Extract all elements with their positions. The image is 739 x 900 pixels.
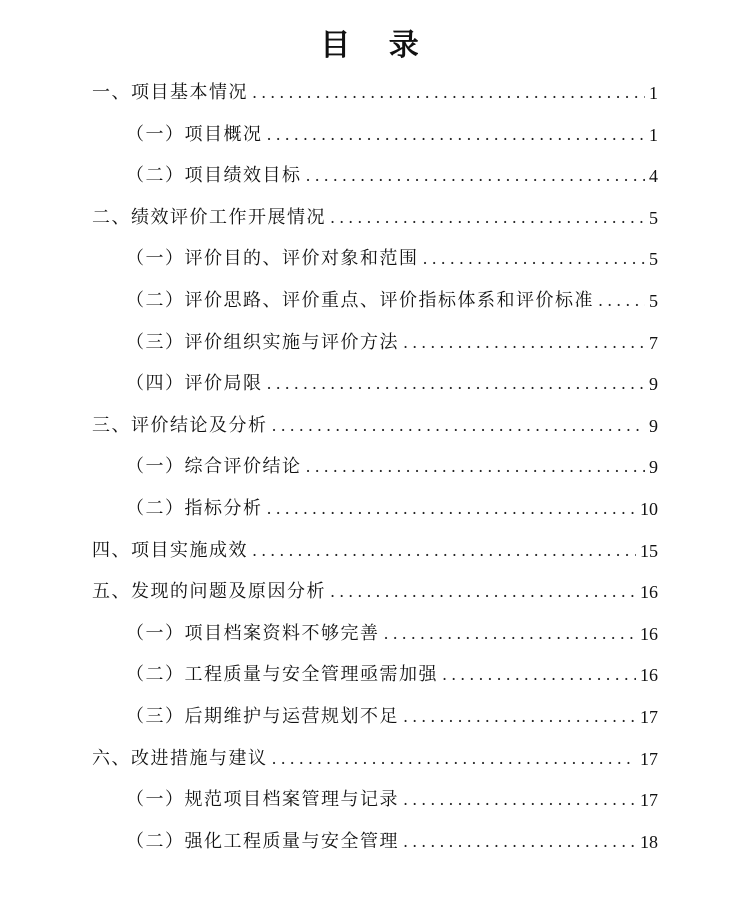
toc-entry-label: （二）评价思路、评价重点、评价指标体系和评价标准 <box>126 290 594 311</box>
toc-entry[interactable] <box>126 324 658 354</box>
toc-entry-page-number: 1 <box>649 124 658 145</box>
toc-entry-label: 一、项目基本情况 <box>92 82 248 103</box>
toc-leader-dots <box>330 582 636 603</box>
toc-entry[interactable] <box>126 365 658 395</box>
toc-entry[interactable] <box>126 823 658 853</box>
toc-leader-dots <box>403 333 645 354</box>
toc-entry[interactable] <box>92 407 658 437</box>
toc-entry-label: （三）评价组织实施与评价方法 <box>126 331 399 353</box>
toc-leader-dots <box>267 125 646 146</box>
toc-entry[interactable] <box>126 615 658 645</box>
toc-entry-label: （一）项目概况 <box>126 123 263 145</box>
toc-leader-dots <box>384 624 637 645</box>
toc-entry-page-number: 10 <box>640 499 658 519</box>
toc-entry[interactable] <box>92 199 658 229</box>
toc-entry-page-number: 7 <box>649 332 658 353</box>
toc-entry-label: 五、发现的问题及原因分析 <box>92 581 326 603</box>
toc-entry[interactable] <box>126 282 658 312</box>
toc-entry-label: （二）工程质量与安全管理亟需加强 <box>126 664 438 686</box>
toc-leader-dots <box>598 291 645 312</box>
toc-entry-page-number: 9 <box>649 415 658 436</box>
toc-entry-label: 三、评价结论及分析 <box>92 414 268 436</box>
toc-leader-dots <box>403 707 636 728</box>
toc-leader-dots <box>330 208 645 229</box>
toc-entry[interactable] <box>92 740 658 770</box>
toc-entry[interactable] <box>126 698 658 728</box>
toc-leader-dots <box>403 832 636 853</box>
toc-entry-label: （三）后期维护与运营规划不足 <box>126 706 399 727</box>
toc-entry[interactable] <box>126 490 658 520</box>
toc-entry-label: （一）综合评价结论 <box>126 456 302 478</box>
toc-entry[interactable] <box>126 240 658 270</box>
toc-entry-page-number: 4 <box>649 166 658 187</box>
toc-entry-label: （一）项目档案资料不够完善 <box>126 622 380 644</box>
toc-entry-page-number: 5 <box>649 207 658 228</box>
toc-entry-label: （四）评价局限 <box>126 373 263 395</box>
toc-entry-label: 四、项目实施成效 <box>92 539 248 561</box>
toc-entry[interactable] <box>126 157 658 187</box>
toc-leader-dots <box>442 665 636 686</box>
toc-entry-page-number: 16 <box>640 623 658 644</box>
toc-entry-page-number: 1 <box>649 83 658 103</box>
toc-title: 目 录 <box>320 28 433 63</box>
toc-entry-label: （二）项目绩效目标 <box>126 165 302 187</box>
toc-leader-dots <box>306 166 646 187</box>
toc-entry-page-number: 18 <box>640 831 658 852</box>
toc-entry-page-number: 5 <box>649 291 658 311</box>
toc-leader-dots <box>306 457 646 478</box>
toc-entry[interactable] <box>126 781 658 811</box>
toc-leader-dots <box>423 249 646 270</box>
toc-leader-dots <box>267 499 637 520</box>
toc-entry-page-number: 17 <box>640 790 658 811</box>
toc-entry-label: （二）指标分析 <box>126 498 263 519</box>
toc-leader-dots <box>403 790 636 811</box>
toc-leader-dots <box>252 83 645 104</box>
toc-entry-page-number: 16 <box>640 582 658 603</box>
toc-leader-dots <box>272 416 646 437</box>
toc-entry-page-number: 17 <box>640 707 658 727</box>
toc-entry-label: （一）评价目的、评价对象和范围 <box>126 248 419 270</box>
toc-entry[interactable] <box>92 532 658 562</box>
toc-leader-dots <box>272 749 637 770</box>
toc-entry-page-number: 5 <box>649 249 658 270</box>
toc-entry-label: （二）强化工程质量与安全管理 <box>126 830 399 852</box>
toc-entry-page-number: 16 <box>640 665 658 686</box>
toc-entry[interactable] <box>92 573 658 603</box>
toc-entry[interactable] <box>126 116 658 146</box>
toc-entry-page-number: 17 <box>640 748 658 769</box>
toc-entry-label: 二、绩效评价工作开展情况 <box>92 206 326 228</box>
toc-leader-dots <box>252 541 636 562</box>
toc-entry[interactable] <box>126 448 658 478</box>
toc-entry[interactable] <box>92 74 658 104</box>
toc-entry-page-number: 9 <box>649 374 658 395</box>
toc-leader-dots <box>267 374 646 395</box>
toc-entry-page-number: 9 <box>649 457 658 478</box>
toc-entry-label: （一）规范项目档案管理与记录 <box>126 789 399 811</box>
toc-entry[interactable] <box>126 656 658 686</box>
toc-entry-label: 六、改进措施与建议 <box>92 747 268 769</box>
toc-entry-page-number: 15 <box>640 540 658 561</box>
